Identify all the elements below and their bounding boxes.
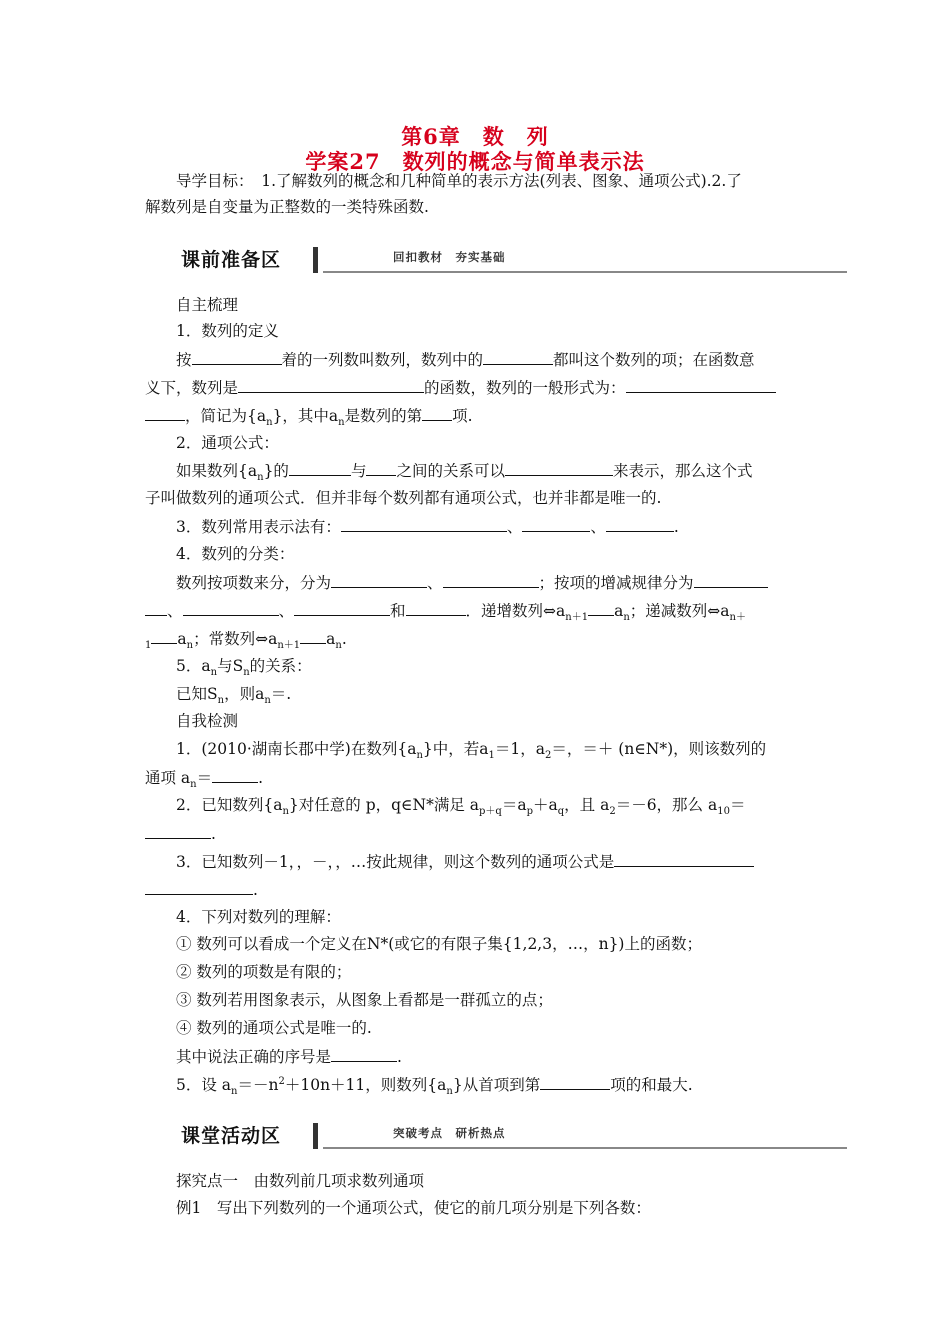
p1-line3: ，简记为$\{a_n\}$，其中$a_n$是数列的第 项.: [145, 404, 805, 427]
q3-line2: .: [145, 878, 805, 901]
section-rule: [323, 1147, 847, 1149]
p4-title: 4．数列的分类：: [176, 545, 295, 563]
p1-line2: 义下，数列是 的函数，数列的一般形式为：: [145, 376, 805, 399]
zizhu-title: 自主梳理: [176, 296, 239, 314]
q2-line1: 2．已知数列$\{a_n\}$对任意的 p，q∈N*满足 $a_{p+q}=a_p+a_q$，且 $a_2=-6$，那么 $a_{10}=$: [176, 796, 746, 818]
section-bar-prep: [181, 245, 851, 275]
lesson-title: 学案27 数列的概念与简单表示法: [305, 149, 645, 174]
q1-line2: 通项 $a_n=$ .: [145, 766, 805, 789]
p4-line3: $_1$ $a_n$；常数列$\Leftrightarrow a_{n+1}$ $a_n$.: [145, 627, 805, 650]
p3-line: 3．数列常用表示法有： 、 、 .: [176, 515, 836, 538]
chapter-title: 第6章 数 列: [401, 124, 549, 149]
section-bar-class: [181, 1121, 851, 1151]
p4-line2: 、 、 和 ．递增数列$\Leftrightarrow a_{n+1}$ $a_n$；递减数列$\Leftrightarrow a_{n+}$: [145, 599, 805, 622]
q1-line1: 1．(2010·湖南长郡中学)在数列$\{a_n\}$中，若$a_1=1$，$a_2=$，＝＋ (n∈N*)，则该数列的: [176, 740, 767, 762]
q4-answer: 其中说法正确的序号是 .: [176, 1045, 836, 1068]
example-1: 例1 写出下列数列的一个通项公式，使它的前几项分别是下列各数：: [176, 1199, 651, 1217]
p4-line1: 数列按项数来分，分为 、 ；按项的增减规律分为: [176, 571, 836, 594]
q2-line2: .: [145, 822, 805, 845]
p5-line: 已知$S_n$，则$a_n=$.: [176, 685, 292, 707]
goals-line-2: 解数列是自变量为正整数的一类特殊函数.: [145, 198, 429, 216]
p1-title: 1．数列的定义: [176, 322, 279, 340]
q3-line1: 3．已知数列－1，，－，，…按此规律，则这个数列的通项公式是: [176, 850, 836, 873]
q4-item-1: ① 数列可以看成一个定义在N*(或它的有限子集{1,2,3，…，n})上的函数；: [176, 935, 702, 953]
section-heading: 课前准备区: [181, 249, 282, 271]
p2-title: 2．通项公式：: [176, 434, 279, 452]
p1-line1: 按 着的一列数叫数列，数列中的 都叫这个数列的项；在函数意: [176, 348, 836, 371]
q4-item-4: ④ 数列的通项公式是唯一的.: [176, 1019, 372, 1037]
goals-line-1: 导学目标： 1.了解数列的概念和几种简单的表示方法(列表、图象、通项公式).2.了: [176, 172, 742, 190]
p5-title: 5．$a_n$与$S_n$的关系：: [176, 657, 312, 679]
explore-point-1: 探究点一 由数列前几项求数列通项: [176, 1172, 425, 1190]
p2-line1: 如果数列$\{a_n\}$的 与 之间的关系可以 来表示，那么这个式: [176, 459, 836, 482]
q5-line: 5．设 $a_n=-n^2+10n+11$，则数列$\{a_n\}$从首项到第 项的和最大.: [176, 1073, 836, 1096]
section-subtitle: 突破考点 研析热点: [393, 1126, 506, 1140]
q4-item-2: ② 数列的项数是有限的；: [176, 963, 352, 981]
section-rule: [323, 271, 847, 273]
q4-title: 4．下列对数列的理解：: [176, 908, 341, 926]
section-subtitle: 回扣教材 夯实基础: [393, 250, 506, 264]
p2-line2: 子叫做数列的通项公式．但并非每个数列都有通项公式，也并非都是唯一的.: [145, 489, 662, 507]
section-divider: [313, 247, 318, 273]
q4-item-3: ③ 数列若用图象表示，从图象上看都是一群孤立的点；: [176, 991, 553, 1009]
section-heading: 课堂活动区: [181, 1125, 282, 1147]
zijian-title: 自我检测: [176, 712, 239, 730]
section-divider: [313, 1123, 318, 1149]
